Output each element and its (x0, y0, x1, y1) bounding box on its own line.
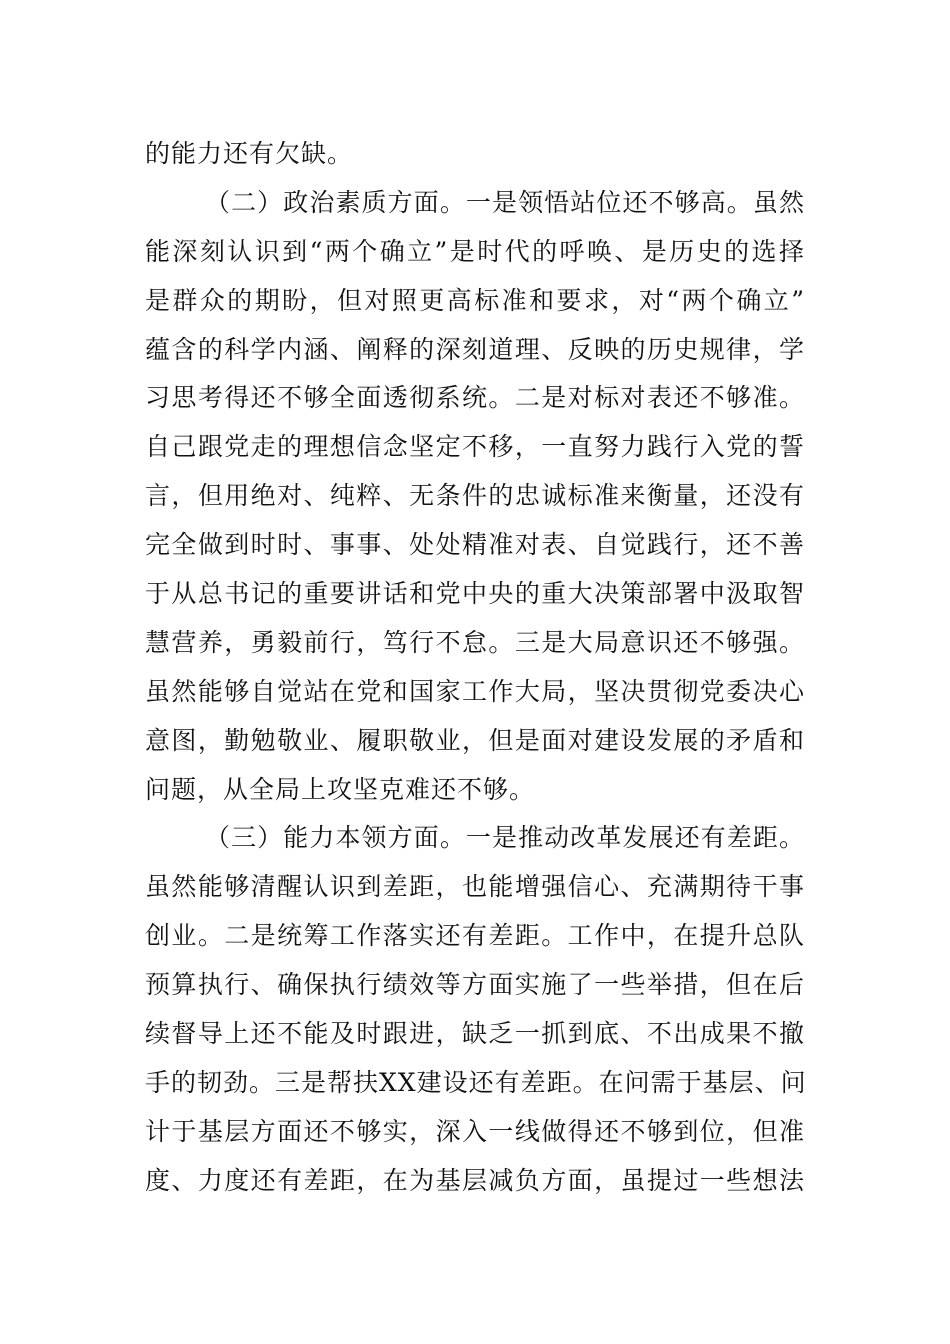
text-line: 是群众的期盼，但对照更高标准和要求，对“两个确立” (145, 285, 805, 315)
text-line: 的能力还有欠缺。 (145, 139, 354, 168)
text-line: 能深刻认识到“两个确立”是时代的呼唤、是历史的选择 (145, 236, 805, 266)
section-heading-line: （三）能力本领方面。一是推动改革发展还有差距。 (205, 823, 805, 853)
text-line: 预算执行、确保执行绩效等方面实施了一些举措，但在后 (145, 970, 805, 1000)
section-heading-line: （二）政治素质方面。一是领悟站位还不够高。虽然 (205, 187, 805, 217)
text-line: 计于基层方面还不够实，深入一线做得还不够到位，但准 (145, 1116, 805, 1146)
text-line: 手的韧劲。三是帮扶XX建设还有差距。在问需于基层、问 (145, 1067, 807, 1097)
text-line: 习思考得还不够全面透彻系统。二是对标对表还不够准。 (145, 383, 805, 413)
text-line: 于从总书记的重要讲话和党中央的重大决策部署中汲取智 (145, 579, 805, 609)
text-line: 虽然能够清醒认识到差距，也能增强信心、充满期待干事 (145, 872, 805, 902)
text-line: 慧营养，勇毅前行，笃行不怠。三是大局意识还不够强。 (145, 627, 805, 657)
document-body (145, 130, 805, 1206)
text-line: 问题，从全局上攻坚克难还不够。 (145, 774, 536, 804)
text-line: 蕴含的科学内涵、阐释的深刻道理、反映的历史规律，学 (145, 334, 805, 364)
text-line: 完全做到时时、事事、处处精准对表、自觉践行，还不善 (145, 530, 805, 560)
text-line: 创业。二是统筹工作落实还有差距。工作中，在提升总队 (145, 921, 805, 951)
text-line: 虽然能够自觉站在党和国家工作大局，坚决贯彻党委决心 (145, 676, 805, 706)
text-line: 自己跟党走的理想信念坚定不移，一直努力践行入党的誓 (145, 432, 805, 462)
text-line: 续督导上还不能及时跟进，缺乏一抓到底、不出成果不撤 (145, 1019, 805, 1049)
text-line: 度、力度还有差距，在为基层减负方面，虽提过一些想法 (145, 1165, 805, 1195)
text-line: 意图，勤勉敬业、履职敬业，但是面对建设发展的矛盾和 (145, 725, 805, 755)
text-line: 言，但用绝对、纯粹、无条件的忠诚标准来衡量，还没有 (145, 481, 805, 511)
